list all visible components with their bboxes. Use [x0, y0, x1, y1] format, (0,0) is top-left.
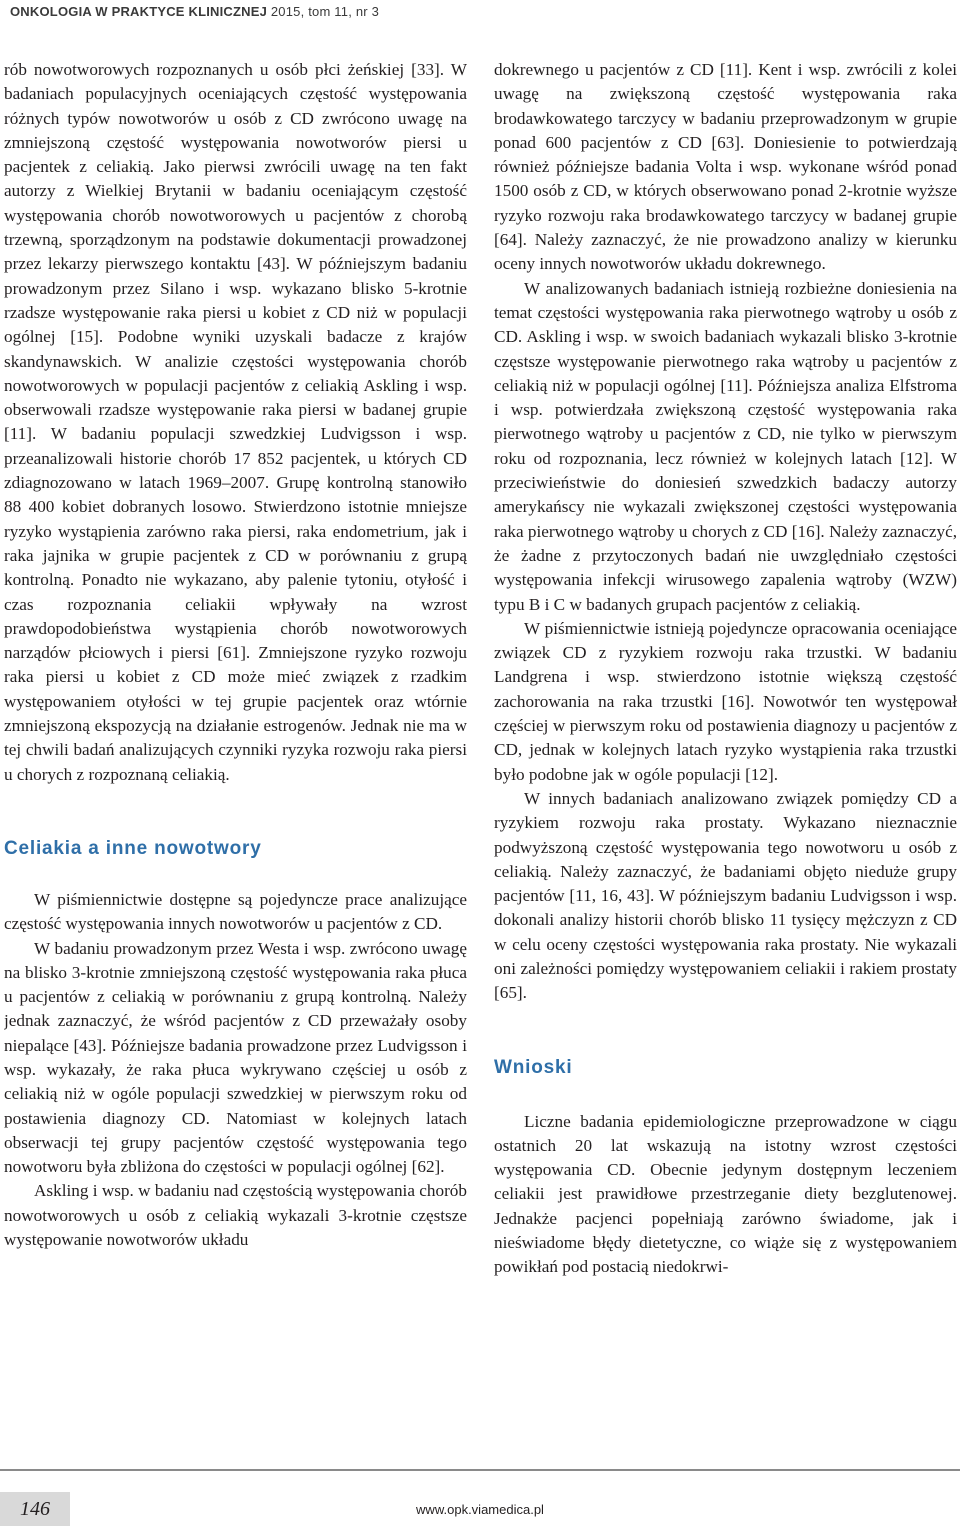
right-paragraph-2: W analizowanych badaniach istnieją rozbieżne doniesienia na temat częstości występowania raka pierwotnego wątroby u osób z CD. Askling i wsp. w swoich badaniach wykazali blisko 3-krotnie częstsze występowanie pierwotnego raka wątroby u pacjentów z celiakią niż w populacji ogólnej [11]. Późniejsza analiza Elfstroma i wsp. potwierdzała zwiększoną częstość występowania raka pierwotnego wątroby u pacjentów z CD, nie tylko w pierwszym roku od rozpoznania, lecz również w kolejnych latach [12]. W przeciwieństwie do doniesień szwedzkich badaczy autorzy amerykańscy nie wykazali zwiększonej częstości występowania raka pierwotnego wątroby u chorych z CD [16]. Należy zaznaczyć, że żadne z przytoczonych badań nie uwzględniało częstości występowania infekcji wirusowego zapalenia wątroby (WZW) typu B i C w badanych grupach pacjentów z celiakią. [494, 278, 957, 614]
running-head [10, 2, 379, 24]
footer-url: www.opk.viamedica.pl [416, 1502, 544, 1517]
footer-rule [0, 1469, 960, 1471]
right-paragraph-5: Liczne badania epidemiologiczne przeprowadzone w ciągu ostatnich 20 lat wskazują na istotny wzrost częstości występowania CD. Obecnie jedynym dostępnym leczeniem celiakii jest prawidłowe przestrzeganie diety bezglutenowej. Jednakże pacjenci popełniają zarówno świadome, jak i nieświadome błędy dietetyczne, co wiąże się z występowaniem powikłań pod postacią niedokrwi- [494, 1111, 957, 1277]
right-column [494, 58, 957, 1468]
section-heading-conclusions: Wnioski [494, 1056, 573, 1078]
right-paragraph-4: W innych badaniach analizowano związek pomiędzy CD a ryzykiem rozwoju raka prostaty. Wykazano nieznacznie podwyższoną częstość występowania tego nowotworu u osób z celiakią. Należy zaznaczyć, że badaniami objęto nieduże grupy pacjentów [11, 16, 43]. W późniejszym badaniu Ludvigsson i wsp. dokonali analizy historii chorób blisko 11 tysięcy mężczyzn z CD w celu oceny częstości występowania raka prostaty. Nie wykazali oni zależności pomiędzy występowaniem celiakii i rakiem prostaty [65]. [494, 788, 957, 1003]
journal-title: ONKOLOGIA W PRAKTYCE KLINICZNEJ [10, 4, 268, 19]
left-paragraph-4: Askling i wsp. w badaniu nad częstością występowania chorób nowotworowych u osób z celiakią wykazali 3-krotnie częstsze występowanie nowotworów układu [4, 1181, 467, 1250]
right-paragraph-3: W piśmiennictwie istnieją pojedyncze opracowania oceniające związek CD z ryzykiem rozwoju raka trzustki. W badaniu Landgrena i wsp. stwierdzono istotnie większą częstość zachorowania na raka trzustki [16]. Nowotwór ten występował częściej w pierwszym roku od postawienia diagnozy u pacjentów z CD, jednak w kolejnych latach ryzyko wystąpienia raka trzustki było podobne jak w ogóle populacji [12]. [494, 618, 957, 784]
journal-issue: 2015, tom 11, nr 3 [267, 4, 380, 19]
right-paragraph-1: dokrewnego u pacjentów z CD [11]. Kent i wsp. zwrócili z kolei uwagę na zwiększoną częstość występowania raka brodawkowatego tarczycy w badaniu przeprowadzonym w grupie ponad 600 pacjentów z CD [63]. Doniesienie to potwierdzają również późniejsze badania Volta i wsp. wykonane wśród ponad 1500 osób z CD, w których obserwowano ponad 2-krotnie wyższe ryzyko rozwoju raka brodawkowatego tarczycy w badanej grupie [64]. Należy zaznaczyć, że nie prowadzono analizy w kierunku oceny innych nowotworów układu dokrewnego. [494, 60, 957, 274]
section-heading-other-cancers: Celiakia a inne nowotwory [4, 837, 262, 859]
left-column [4, 58, 467, 1468]
left-paragraph-3: W badaniu prowadzonym przez Westa i wsp. zwrócono uwagę na blisko 3-krotnie zmniejszoną częstość występowania raka płuca u pacjentów z celiakią w porównaniu z grupą kontrolną. Należy jednak zaznaczyć, że wśród pacjentów z CD przeważały osoby niepalące [43]. Późniejsze badania prowadzone przez Ludvigsson i wsp. wykazały, że raka płuca wykrywano częściej u osób z celiakią niż w ogóle populacji szwedzkiej w pierwszym roku od postawienia diagnozy CD. Natomiast w kolejnych latach obserwacji tej grupy pacjentów częstość występowania tego nowotworu była zbliżona do częstości w populacji ogólnej [62]. [4, 938, 467, 1177]
left-paragraph-2: W piśmiennictwie dostępne są pojedyncze prace analizujące częstość występowania innych nowotworów u pacjentów z CD. [4, 889, 467, 934]
left-paragraph-1: rób nowotworowych rozpoznanych u osób płci żeńskiej [33]. W badaniach populacyjnych oceniających częstość występowania różnych typów nowotworów u osób z CD zwrócono uwagę na zmniejszoną częstość występowania nowotworów piersi u pacjentek z celiakią. Jako pierwsi zwrócili uwagę na ten fakt autorzy z Wielkiej Brytanii w badaniu oceniającym częstość występowania chorób nowotworowych u pacjentów z chorobą trzewną, sporządzonym na podstawie dokumentacji prowadzonej przez lekarzy pierwszego kontaktu [43]. W późniejszym badaniu prowadzonym przez Silano i wsp. wykazano blisko 5-krotnie rzadsze występowanie raka piersi u kobiet z CD niż w populacji ogólnej [15]. Podobne wyniki uzyskali badacze z krajów skandynawskich. W analizie częstości występowania chorób nowotworowych w populacji pacjentów z celiakią Askling i wsp. obserwowali rzadsze występowanie raka piersi w badanej grupie [11]. W badaniu populacji szwedzkiej Ludvigsson i wsp. przeanalizowali historie chorób 17 852 pacjentek, u których CD zdiagnozowano w latach 1969–2007. Grupę kontrolną stanowiło 88 400 kobiet dobranych losowo. Stwierdzono istotnie mniejsze ryzyko wystąpienia zarówno raka piersi, raka endometrium, jak i raka jajnika w grupie pacjentek z CD w porównaniu z grupą kontrolną. Ponadto nie wykazano, aby palenie tytoniu, otyłość i czas rozpoznania celiakii wpływały na wzrost prawdopodobieństwa wystąpienia chorób nowotworowych narządów płciowych i piersi [61]. Zmniejszone ryzyko rozwoju raka piersi u kobiet z CD może mieć związek z rzadkim występowaniem otyłości w tej grupie pacjentek oraz wtórnie zmniejszoną ekspozycją na działanie estrogenów. Jednak nie ma w tej chwili badań analizujących czynniki ryzyka rozwoju raka piersi u chorych z rozpoznaną celiakią. [4, 60, 467, 784]
page-number: 146 [0, 1492, 70, 1526]
